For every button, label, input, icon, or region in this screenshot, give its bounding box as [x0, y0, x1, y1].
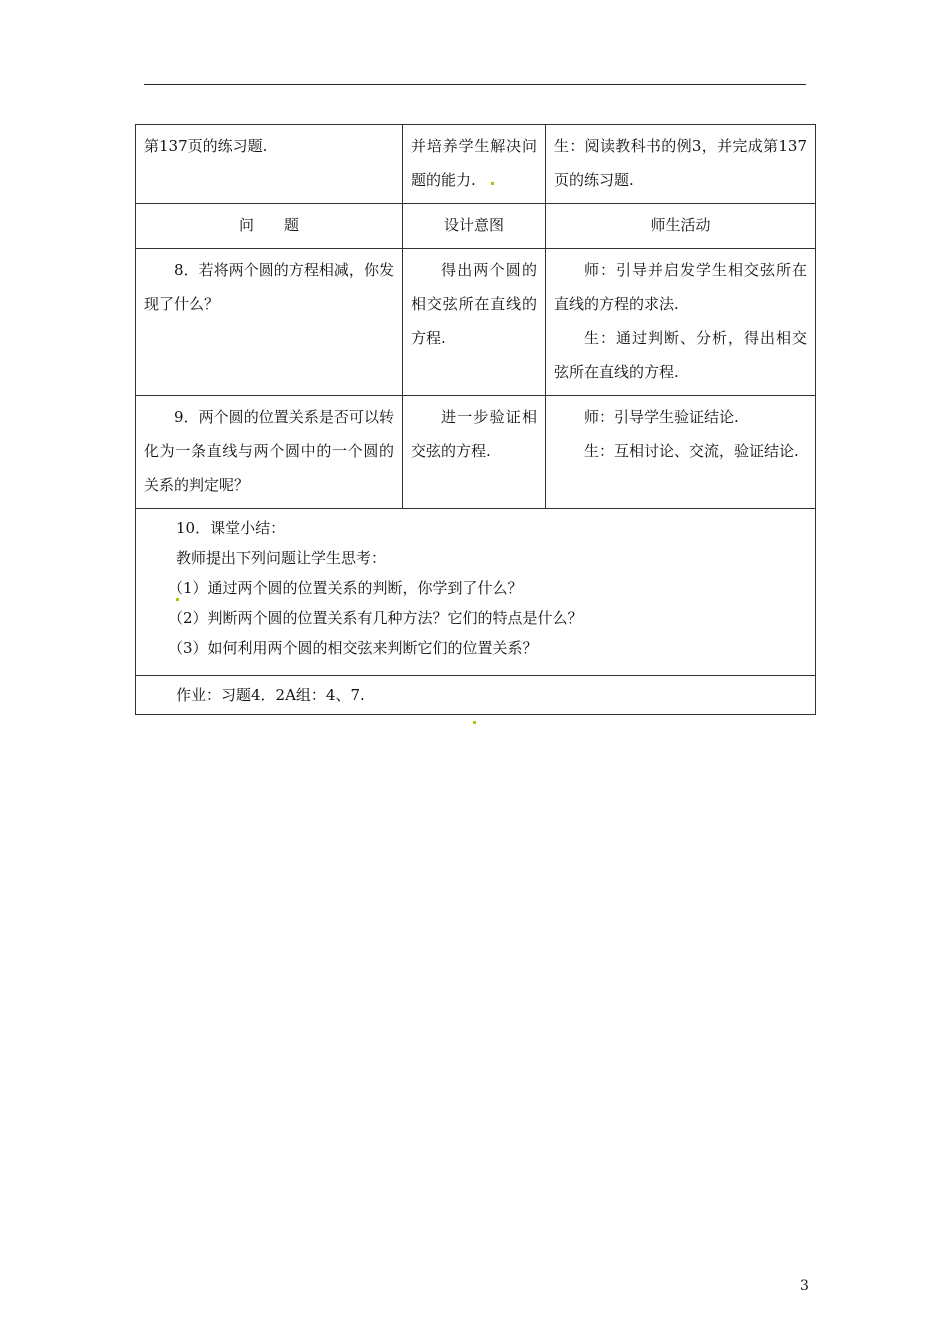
teacher-activity: 师：引导并启发学生相交弦所在直线的方程的求法.	[554, 261, 807, 313]
student-activity: 生：通过判断、分析，得出相交弦所在直线的方程.	[554, 329, 807, 381]
summary-question-2: （2）判断两个圆的位置关系有几种方法？它们的特点是什么？	[168, 609, 583, 627]
intent-cell: 得出两个圆的相交弦所在直线的方程.	[403, 249, 546, 396]
table-cell: 第137页的练习题.	[136, 125, 403, 204]
question-cell: 8．若将两个圆的方程相减，你发现了什么？	[136, 249, 403, 396]
teacher-activity: 师：引导学生验证结论.	[584, 408, 739, 426]
lesson-plan-table	[135, 124, 816, 715]
activity-cell	[546, 396, 816, 509]
question-cell: 9．两个圆的位置关系是否可以转化为一条直线与两个圆中的一个圆的关系的判定呢？	[136, 396, 403, 509]
summary-question-1: （1）通过两个圆的位置关系的判断，你学到了什么？	[168, 579, 523, 597]
homework-cell	[136, 676, 816, 715]
column-header-activity: 师生活动	[546, 204, 816, 249]
table-row	[136, 509, 816, 676]
header-rule	[144, 84, 806, 85]
table-cell: 并培养学生解决问题的能力.	[403, 125, 546, 204]
student-activity: 生：互相讨论、交流，验证结论.	[584, 442, 799, 460]
summary-cell	[136, 509, 816, 676]
intent-cell: 进一步验证相交弦的方程.	[403, 396, 546, 509]
activity-cell	[546, 249, 816, 396]
marker-dot	[473, 721, 476, 724]
table-row	[136, 125, 816, 204]
table-row	[136, 249, 816, 396]
table-row	[136, 396, 816, 509]
summary-title: 10．课堂小结：	[176, 519, 286, 537]
table-header-row	[136, 204, 816, 249]
summary-question-3: （3）如何利用两个圆的相交弦来判断它们的位置关系？	[168, 639, 538, 657]
summary-intro: 教师提出下列问题让学生思考：	[176, 549, 387, 567]
column-header-intent: 设计意图	[403, 204, 546, 249]
column-header-question: 问 题	[136, 204, 403, 249]
page-number: 3	[800, 1278, 809, 1294]
marker-dot	[491, 182, 494, 185]
table-cell: 生：阅读教科书的例3，并完成第137页的练习题.	[546, 125, 816, 204]
marker-dot	[176, 598, 179, 601]
homework-text: 作业：习题4．2A组：4、7.	[176, 686, 365, 704]
table-row	[136, 676, 816, 715]
